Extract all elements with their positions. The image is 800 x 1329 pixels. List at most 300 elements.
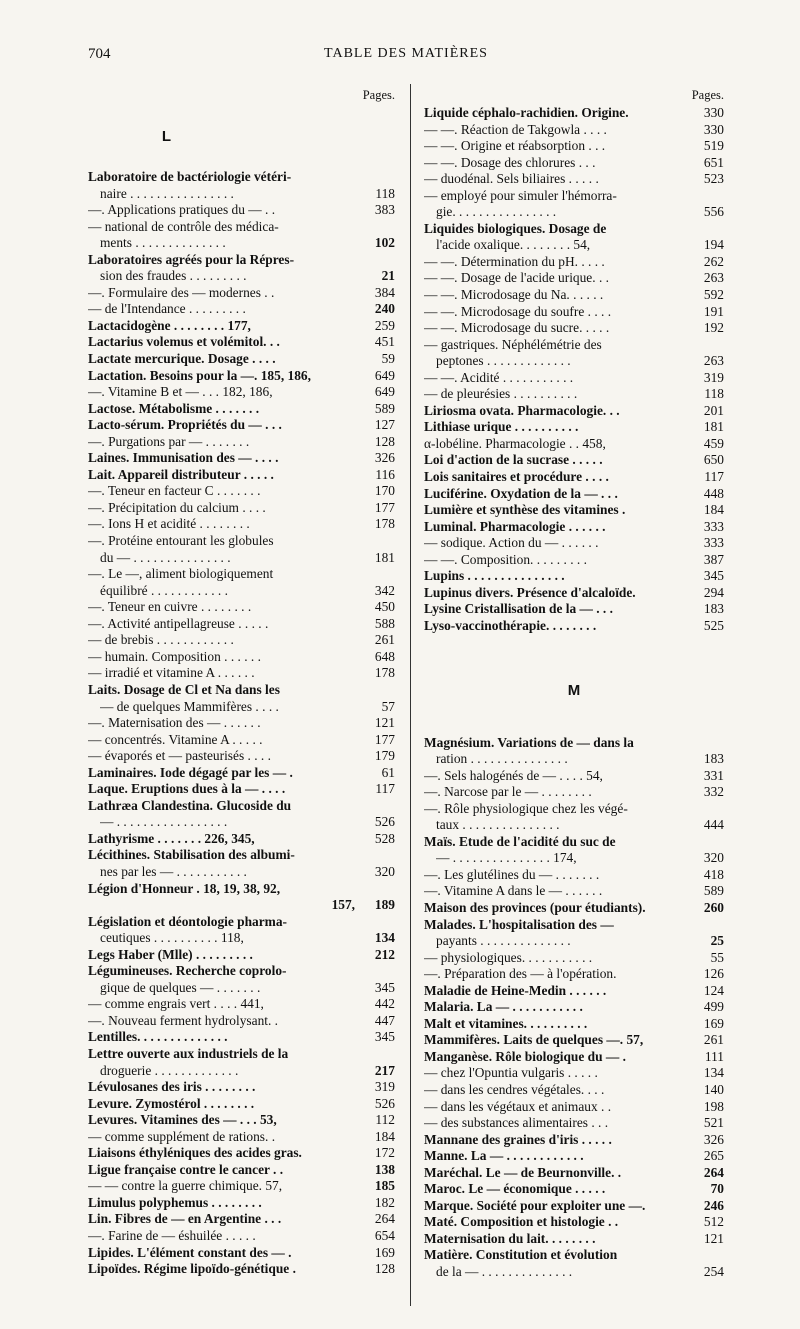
entry-text: taux . . . . . . . . . . . . . . . [436, 817, 560, 833]
index-entry-line [88, 831, 395, 848]
index-entry-line [424, 370, 724, 387]
entry-page-number: 140 [703, 1081, 724, 1097]
entry-text: ration . . . . . . . . . . . . . . . [436, 751, 568, 767]
entry-page-number: 418 [703, 866, 724, 882]
entry-text: — évaporés et — pasteurisés . . . . [88, 748, 271, 764]
entry-page-number: 263 [703, 353, 724, 369]
entry-text: Manne. La — . . . . . . . . . . . . [424, 1148, 584, 1164]
entry-page-number: 183 [703, 751, 724, 767]
entry-text: — employé pour simuler l'hémorra- [424, 187, 617, 203]
index-entry-line [424, 585, 724, 602]
entry-text: Lévulosanes des iris . . . . . . . . [88, 1079, 256, 1095]
index-entry-line [88, 616, 395, 633]
entry-page-number: 654 [374, 1228, 395, 1243]
entry-text: — —. Réaction de Takgowla . . . . [424, 121, 607, 137]
page-header [88, 46, 724, 68]
index-entry-line [88, 401, 395, 418]
entry-page-number: 181 [374, 549, 395, 565]
entry-text: Lysine Cristallisation de la — . . . [424, 601, 613, 617]
entry-page-number: 127 [374, 417, 395, 433]
index-entry-line [88, 334, 395, 351]
entry-page-number: 592 [703, 287, 724, 303]
entry-page-number: 124 [703, 982, 724, 998]
entry-page-number: 442 [374, 996, 395, 1012]
index-entry-line [88, 748, 395, 765]
entry-text: Légion d'Honneur . 18, 19, 38, 92, [88, 880, 281, 896]
index-entry-line [88, 533, 395, 550]
page-number: 704 [88, 46, 111, 62]
entry-page-number: 448 [703, 485, 724, 501]
section-letter-l: L [161, 128, 172, 145]
entry-page-number: 59 [381, 351, 395, 367]
index-entry-line [88, 550, 395, 567]
entry-page-number: 138 [374, 1161, 395, 1177]
entry-text: Lactate mercurique. Dosage . . . . [88, 351, 276, 367]
index-entry-line [424, 900, 724, 917]
entry-page-number: 345 [374, 979, 395, 995]
entry-text: Levure. Zymostérol . . . . . . . . [88, 1095, 255, 1111]
entry-page-number: 259 [374, 317, 395, 333]
index-entry-line [424, 817, 724, 834]
entry-text: Maréchal. Le — de Beurnonville. . [424, 1164, 622, 1180]
entry-text: — chez l'Opuntia vulgaris . . . . . [424, 1065, 598, 1081]
entry-text: gie. . . . . . . . . . . . . . . . [436, 204, 557, 220]
index-entry-line [88, 301, 395, 318]
entry-text: — de l'Intendance . . . . . . . . . [88, 301, 246, 317]
entry-text: — de quelques Mammifères . . . . [100, 698, 279, 714]
entry-page-number: 117 [704, 469, 724, 485]
entry-text: —. Activité antipellagreuse . . . . . [88, 615, 269, 631]
index-entry-line [88, 980, 395, 997]
entry-text: 157, [331, 897, 355, 913]
index-entry-line [88, 715, 395, 732]
entry-page-number: 169 [374, 1244, 395, 1260]
index-entry-line [88, 186, 395, 203]
entry-page-number: 134 [703, 1065, 724, 1081]
entry-page-number: 111 [704, 1048, 724, 1064]
entry-page-number: 184 [374, 1128, 395, 1144]
entry-page-number: 194 [703, 237, 724, 253]
entry-text: —. Protéine entourant les globules [88, 533, 274, 549]
entry-page-number: 178 [374, 516, 395, 532]
entry-text: Ligue française contre le cancer . . [88, 1161, 284, 1177]
index-entry-line [424, 983, 724, 1000]
entry-text: Laminaires. Iode dégagé par les — . [88, 764, 293, 780]
entry-text: Marque. Société pour exploiter une —. [424, 1197, 646, 1213]
entry-text: —. Narcose par le — . . . . . . . . [424, 784, 592, 800]
entry-text: Lathræa Clandestina. Glucoside du [88, 797, 292, 813]
entry-page-number: 254 [703, 1264, 724, 1279]
index-entry-line [88, 235, 395, 252]
entry-page-number: 134 [374, 930, 395, 946]
index-entry-line [88, 483, 395, 500]
index-entry-line [424, 1264, 724, 1281]
entry-text: — humain. Composition . . . . . . [88, 648, 261, 664]
index-entry-line [88, 599, 395, 616]
entry-page-number: 331 [703, 767, 724, 783]
right-column [424, 86, 724, 1281]
entry-text: Manganèse. Rôle biologique du — . [424, 1048, 626, 1064]
entry-text: sion des fraudes . . . . . . . . . [100, 268, 247, 284]
index-entry-line [424, 801, 724, 818]
entry-text: Legs Haber (Mlle) . . . . . . . . . [88, 946, 253, 962]
entry-page-number: 240 [374, 301, 395, 317]
entry-text: Loi d'action de la sucrase . . . . . [424, 452, 603, 468]
entry-text: Malaria. La — . . . . . . . . . . . [424, 999, 583, 1015]
index-entry-line [88, 566, 395, 583]
index-entry-line [88, 864, 395, 881]
entry-page-number: 172 [374, 1145, 395, 1161]
index-entry-line [424, 287, 724, 304]
entry-page-number: 326 [374, 450, 395, 466]
index-entry-line [88, 252, 395, 269]
entry-text: Liaisons éthyléniques des acides gras. [88, 1145, 302, 1161]
entry-text: Maïs. Etude de l'acidité du suc de [424, 833, 616, 849]
entry-text: — —. Dosage de l'acide urique. . . [424, 270, 609, 286]
entry-page-number: 217 [374, 1062, 395, 1078]
index-entry-line [424, 1049, 724, 1066]
index-entry-line [424, 188, 724, 205]
entry-text: de la — . . . . . . . . . . . . . . [436, 1264, 573, 1279]
entry-page-number: 384 [374, 284, 395, 300]
entry-text: Lécithines. Stabilisation des albumi- [88, 847, 295, 863]
index-entry-line [424, 1132, 724, 1149]
entry-text: — irradié et vitamine A . . . . . . [88, 665, 255, 681]
entry-page-number: 319 [374, 1079, 395, 1095]
index-entry-line [424, 155, 724, 172]
index-entries-l [88, 169, 395, 1278]
entry-text: — —. Détermination du pH. . . . . [424, 253, 605, 269]
entry-page-number: 320 [374, 863, 395, 879]
entry-text: Lentilles. . . . . . . . . . . . . . [88, 1029, 228, 1045]
index-entries-l-cont [424, 105, 724, 635]
entry-page-number: 177 [374, 731, 395, 747]
entry-page-number: 526 [374, 814, 395, 830]
index-entry-line [424, 535, 724, 552]
entry-page-number: 523 [703, 171, 724, 187]
entry-text: —. Sels halogénés de — . . . . 54, [424, 767, 603, 783]
index-entry-line [424, 950, 724, 967]
entry-text: — concentrés. Vitamine A . . . . . [88, 731, 263, 747]
entry-page-number: 201 [703, 402, 724, 418]
entry-page-number: 588 [374, 615, 395, 631]
entry-text: — comme supplément de rations. . [88, 1128, 276, 1144]
index-entry-line [424, 1032, 724, 1049]
entry-page-number: 184 [703, 502, 724, 518]
entry-page-number: 57 [381, 698, 395, 714]
entry-text: —. Nouveau ferment hydrolysant. . [88, 1012, 279, 1028]
entry-text: — —. Microdosage du Na. . . . . . [424, 287, 604, 303]
entry-text: Maté. Composition et histologie . . [424, 1214, 619, 1230]
index-entry-line [88, 368, 395, 385]
entry-page-number: 648 [374, 648, 395, 664]
entry-page-number: 330 [703, 105, 724, 120]
index-entry-line [88, 881, 395, 898]
entry-text: — sodique. Action du — . . . . . . [424, 535, 599, 551]
index-entry-line [88, 1245, 395, 1262]
index-entry-line [88, 847, 395, 864]
index-entry-line [424, 221, 724, 238]
index-entry-line [88, 798, 395, 815]
index-entry-line [88, 996, 395, 1013]
index-entry-line [424, 784, 724, 801]
index-entry-line [88, 682, 395, 699]
index-entry-line [88, 1195, 395, 1212]
entry-text: Lupins . . . . . . . . . . . . . . . [424, 568, 565, 584]
entry-text: —. Maternisation des — . . . . . . [88, 715, 261, 731]
entry-page-number: 450 [374, 599, 395, 615]
entry-text: — . . . . . . . . . . . . . . . . . [100, 814, 228, 830]
index-entry-line [88, 1145, 395, 1162]
entry-page-number: 263 [703, 270, 724, 286]
entry-text: — comme engrais vert . . . . 441, [88, 996, 264, 1012]
entry-page-number: 342 [374, 582, 395, 598]
entry-text: ceutiques . . . . . . . . . . 118, [100, 930, 244, 946]
entry-page-number: 192 [703, 320, 724, 336]
entry-page-number: 70 [710, 1181, 724, 1197]
entry-text: du — . . . . . . . . . . . . . . . [100, 549, 231, 565]
index-entry-line [88, 632, 395, 649]
index-entry-line [424, 1214, 724, 1231]
index-entry-line [424, 966, 724, 983]
entry-page-number: 126 [703, 966, 724, 982]
index-entry-line [88, 285, 395, 302]
entry-page-number: 179 [374, 748, 395, 764]
entry-text: —. Teneur en cuivre . . . . . . . . [88, 599, 252, 615]
entry-page-number: 589 [703, 883, 724, 899]
entry-page-number: 118 [704, 386, 724, 402]
entry-text: Lumière et synthèse des vitamines . [424, 502, 626, 518]
entry-text: α-lobéline. Pharmacologie . . 458, [424, 435, 606, 451]
index-entry-line [88, 1211, 395, 1228]
index-entry-line [424, 768, 724, 785]
index-entry-line [424, 618, 724, 635]
entry-text: Lois sanitaires et procédure . . . . [424, 469, 609, 485]
entry-text: —. Vitamine A dans le — . . . . . . [424, 883, 603, 899]
entry-text: Lin. Fibres de — en Argentine . . . [88, 1211, 282, 1227]
entry-text: Liriosma ovata. Pharmacologie. . . [424, 402, 620, 418]
index-entry-line [88, 202, 395, 219]
entry-text: Liquide céphalo-rachidien. Origine. [424, 105, 629, 120]
entry-page-number: 525 [703, 617, 724, 633]
entry-text: ments . . . . . . . . . . . . . . [100, 235, 226, 251]
index-entry-line [424, 204, 724, 221]
entry-text: nes par les — . . . . . . . . . . . [100, 863, 247, 879]
entry-page-number: 649 [374, 367, 395, 383]
entry-page-number: 294 [703, 584, 724, 600]
entry-page-number: 345 [703, 568, 724, 584]
index-entry-line [424, 867, 724, 884]
index-entry-line [424, 850, 724, 867]
entry-page-number: 265 [703, 1148, 724, 1164]
entry-text: Lyso-vaccinothérapie. . . . . . . . [424, 617, 597, 633]
entry-page-number: 128 [374, 1261, 395, 1277]
index-entry-line [424, 270, 724, 287]
entry-text: Lait. Appareil distributeur . . . . . [88, 466, 274, 482]
entry-text: —. Vitamine B et — . . . 182, 186, [88, 384, 273, 400]
entry-text: peptones . . . . . . . . . . . . . [436, 353, 571, 369]
index-entry-line [88, 963, 395, 980]
entry-text: naire . . . . . . . . . . . . . . . . [100, 185, 234, 201]
entry-text: Lipoïdes. Régime lipoïdo-génétique . [88, 1261, 296, 1277]
index-entry-line [424, 237, 724, 254]
entry-text: Lactacidogène . . . . . . . . 177, [88, 317, 251, 333]
entry-page-number: 444 [703, 817, 724, 833]
index-entry-line [424, 1065, 724, 1082]
entry-page-number: 246 [703, 1197, 724, 1213]
index-entry-line [88, 1162, 395, 1179]
entry-page-number: 117 [375, 781, 395, 797]
index-entry-line [424, 601, 724, 618]
entry-page-number: 169 [703, 1015, 724, 1031]
entry-page-number: 128 [374, 433, 395, 449]
index-entry-line [88, 1013, 395, 1030]
index-entry-line [88, 1046, 395, 1063]
index-entry-line [88, 649, 395, 666]
entry-page-number: 383 [374, 202, 395, 218]
entry-text: gique de quelques — . . . . . . . [100, 979, 261, 995]
index-entry-line [88, 268, 395, 285]
index-entry-line [424, 834, 724, 851]
entry-text: — duodénal. Sels biliaires . . . . . [424, 171, 599, 187]
entry-page-number: 459 [703, 435, 724, 451]
index-entry-line [424, 122, 724, 139]
entry-page-number: 451 [374, 334, 395, 350]
entry-page-number: 332 [703, 784, 724, 800]
entry-text: Malades. L'hospitalisation des — [424, 916, 614, 932]
entry-page-number: 116 [375, 466, 395, 482]
entry-page-number: 21 [381, 268, 395, 284]
index-entry-line [424, 138, 724, 155]
index-entry-line [424, 519, 724, 536]
index-entry-line [88, 169, 395, 186]
entry-page-number: 261 [703, 1032, 724, 1048]
index-entry-line [88, 500, 395, 517]
index-entry-line [88, 417, 395, 434]
entry-text: — —. Composition. . . . . . . . . [424, 551, 587, 567]
entry-text: — physiologiques. . . . . . . . . . . [424, 949, 593, 965]
entry-text: —. Applications pratiques du — . . [88, 202, 276, 218]
entry-text: —. Le —, aliment biologiquement [88, 566, 274, 582]
index-entry-line [424, 1016, 724, 1033]
index-entry-line [424, 917, 724, 934]
entry-text: — gastriques. Néphélémétrie des [424, 336, 602, 352]
entry-text: Maroc. Le — économique . . . . . [424, 1181, 606, 1197]
entry-text: Magnésium. Variations de — dans la [424, 734, 634, 750]
entry-text: Légumineuses. Recherche coprolo- [88, 963, 287, 979]
index-entry-line [424, 999, 724, 1016]
index-entry-line [88, 665, 395, 682]
entry-page-number: 333 [703, 535, 724, 551]
index-entry-line [424, 469, 724, 486]
entry-text: Laque. Eruptions dues à la — . . . . [88, 781, 286, 797]
entry-text: Législation et déontologie pharma- [88, 913, 287, 929]
index-entry-line [424, 353, 724, 370]
index-entry-line [424, 552, 724, 569]
index-entry-line [88, 914, 395, 931]
entry-text: — national de contrôle des médica- [88, 218, 279, 234]
entry-page-number: 112 [375, 1112, 395, 1128]
entry-text: —. Rôle physiologique chez les végé- [424, 800, 628, 816]
index-entry-line [88, 351, 395, 368]
index-entry-line [424, 171, 724, 188]
entry-text: — . . . . . . . . . . . . . . . 174, [436, 850, 577, 866]
entry-text: Mannane des graines d'iris . . . . . [424, 1131, 612, 1147]
entry-page-number: 170 [374, 483, 395, 499]
entry-page-number: 198 [703, 1098, 724, 1114]
entry-text: — —. Microdosage du sucre. . . . . [424, 320, 610, 336]
index-entry-line [424, 1198, 724, 1215]
index-entry-line [88, 765, 395, 782]
entry-text: Laits. Dosage de Cl et Na dans les [88, 681, 280, 697]
entry-page-number: 212 [374, 946, 395, 962]
entry-page-number: 185 [374, 1178, 395, 1194]
entry-text: — dans les cendres végétales. . . . [424, 1081, 605, 1097]
entry-page-number: 650 [703, 452, 724, 468]
index-entry-line [88, 450, 395, 467]
index-entry-line [88, 318, 395, 335]
entry-text: Maternisation du lait. . . . . . . . [424, 1230, 596, 1246]
index-entry-line [424, 1099, 724, 1116]
index-entry-line [424, 1247, 724, 1264]
entry-page-number: 102 [374, 235, 395, 251]
entry-page-number: 189 [374, 897, 395, 913]
index-entry-line [424, 304, 724, 321]
index-entry-line [88, 384, 395, 401]
entry-page-number: 177 [374, 499, 395, 515]
section-letter-m: M [567, 681, 581, 699]
entry-page-number: 260 [703, 899, 724, 915]
index-entry-line [88, 1228, 395, 1245]
entry-page-number: 651 [703, 154, 724, 170]
index-entry-line [424, 337, 724, 354]
index-entry-line [424, 403, 724, 420]
entry-text: Malt et vitamines. . . . . . . . . . [424, 1015, 588, 1031]
entry-page-number: 528 [374, 830, 395, 846]
entry-page-number: 556 [703, 204, 724, 220]
entry-page-number: 55 [710, 949, 724, 965]
index-entry-line [88, 1112, 395, 1129]
entry-text: Lacto-sérum. Propriétés du — . . . [88, 417, 282, 433]
entry-text: équilibré . . . . . . . . . . . . [100, 582, 228, 598]
entry-text: —. Les glutélines du — . . . . . . . [424, 866, 600, 882]
entry-page-number: 333 [703, 518, 724, 534]
index-entry-line [88, 781, 395, 798]
entry-text: payants . . . . . . . . . . . . . . [436, 933, 571, 949]
entry-text: Levures. Vitamines des — . . . 53, [88, 1112, 277, 1128]
entry-text: —. Farine de — éshuilée . . . . . [88, 1228, 256, 1243]
entry-page-number: 264 [703, 1164, 724, 1180]
entry-text: Maladie de Heine-Medin . . . . . . [424, 982, 607, 998]
entry-page-number: 320 [703, 850, 724, 866]
index-entry-line [88, 434, 395, 451]
entry-text: Luminal. Pharmacologie . . . . . . [424, 518, 606, 534]
index-entry-line [424, 735, 724, 752]
entry-page-number: 319 [703, 369, 724, 385]
index-entry-line [88, 1029, 395, 1046]
entry-text: Lithiase urique . . . . . . . . . . [424, 419, 579, 435]
entry-text: — de pleurésies . . . . . . . . . . [424, 386, 578, 402]
index-entry-line [88, 1261, 395, 1278]
entry-text: Mammifères. Laits de quelques —. 57, [424, 1032, 644, 1048]
entry-text: — —. Microdosage du soufre . . . . [424, 303, 612, 319]
index-entry-line [424, 419, 724, 436]
index-entry-line [424, 751, 724, 768]
entry-text: Limulus polyphemus . . . . . . . . [88, 1194, 262, 1210]
entry-text: Lactose. Métabolisme . . . . . . . [88, 400, 260, 416]
entry-text: Luciférine. Oxydation de la — . . . [424, 485, 618, 501]
entry-text: droguerie . . . . . . . . . . . . . [100, 1062, 239, 1078]
